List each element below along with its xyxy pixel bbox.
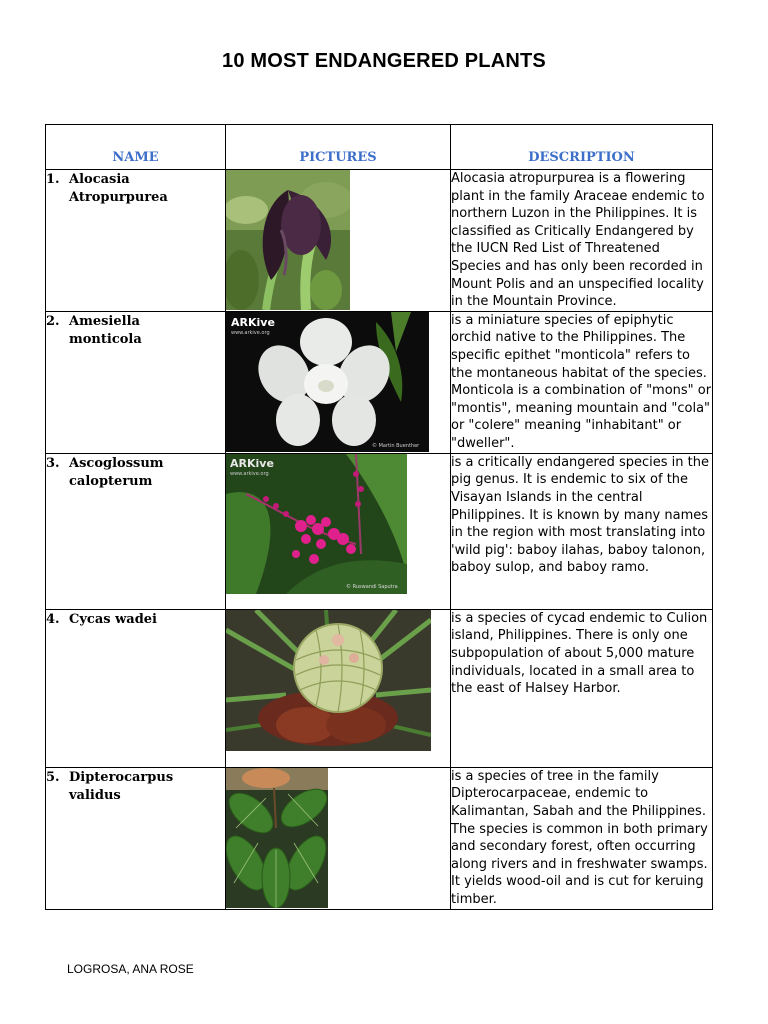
plant-name: Alocasia [69,172,130,187]
plant-name-cell [46,170,226,312]
plant-name: calopterum [69,473,153,489]
photo-credit: © Ruswandi Saputra [346,583,398,590]
row-number: 4. [46,611,60,627]
description-cell: is a miniature species of epiphytic orchid native to the Philippines. The specific epithet "monticola" refers to the montaneous habitat of the species. Monticola is a combination of "mons" or "montis", meaning mountain and "cola" or "colere" meaning "inhabitant" or "dweller". [451,311,713,453]
ascoglossum-photo [226,454,407,594]
header-name: NAME [46,125,226,170]
picture-cell [226,767,451,909]
description-cell: is a species of cycad endemic to Culion island, Philippines. There is only one subpopulation of about 5,000 mature individuals, located in a small area to the east of Halsey Harbor. [451,609,713,767]
row-number: 2. [46,313,60,329]
picture-cell [226,170,451,312]
plant-name-cell [46,609,226,767]
header-description: DESCRIPTION [451,125,713,170]
alocasia-photo [226,170,350,310]
plants-table [45,124,713,910]
cycas-photo [226,610,431,751]
plant-name-cell [46,311,226,453]
dipterocarpus-photo [226,768,328,908]
row-number: 3. [46,455,60,471]
author-footer: LOGROSA, ANA ROSE [67,962,194,976]
photo-watermark-url: www.arkive.org [230,470,269,477]
plant-name: Dipterocarpus [69,769,174,785]
plant-name: validus [69,787,121,803]
plant-name: Cycas wadei [69,611,157,627]
table-header-row [46,125,713,170]
picture-cell [226,311,451,453]
table-row [46,170,713,312]
photo-watermark: ARKive [230,456,274,470]
row-number: 1. [46,172,60,187]
table-row [46,609,713,767]
picture-cell [226,453,451,609]
description-cell: is a critically endangered species in the pig genus. It is endemic to six of the Visayan Islands in the central Philippines. It is known by many names in the region with most translating into 'wild pig': baboy ilahas, baboy talonon, baboy sulop, and baboy ramo. [451,453,713,609]
description-cell: Alocasia atropurpurea is a flowering plant in the family Araceae endemic to northern Luzon in the Philippines. It is classified as Critically Endangered by the IUCN Red List of Threatened Species and has only been recorded in Mount Polis and an unspecified locality in the Mountain Province. [451,170,713,312]
photo-watermark-url: www.arkive.org [231,329,270,336]
plant-name-cell [46,453,226,609]
header-pictures: PICTURES [226,125,451,170]
plant-name: Ascoglossum [69,455,164,471]
plant-name: Amesiella [69,313,140,329]
table-row [46,767,713,909]
amesiella-photo [226,312,429,452]
plant-name-cell [46,767,226,909]
description-cell: is a species of tree in the family Dipterocarpaceae, endemic to Kalimantan, Sabah and the Philippines. The species is common in both primary and secondary forest, often occurring along rivers and in freshwater swamps. It yields wood-oil and is cut for keruing timber. [451,767,713,909]
picture-cell [226,609,451,767]
plant-name: Atropurpurea [69,190,168,205]
page-title: 10 MOST ENDANGERED PLANTS [222,50,546,72]
photo-credit: © Martin Buenther [372,442,420,449]
table-row [46,453,713,609]
plant-name: monticola [69,331,142,347]
row-number: 5. [46,769,60,785]
table-row [46,311,713,453]
photo-watermark: ARKive [231,315,275,329]
